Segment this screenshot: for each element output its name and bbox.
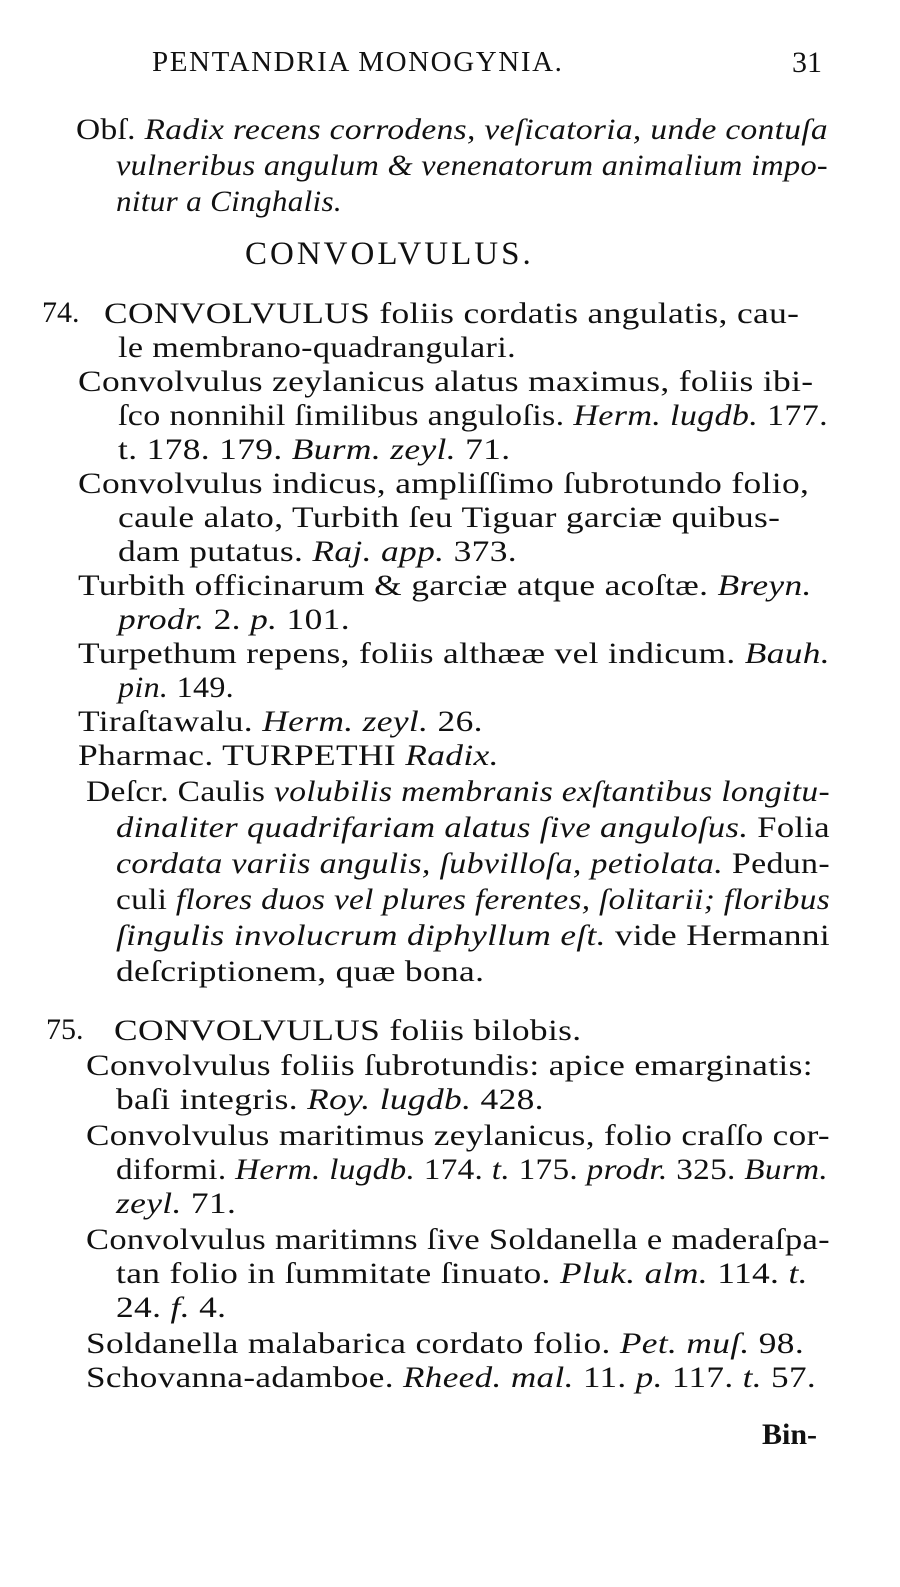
roman-text: 114. (708, 1257, 789, 1290)
text-line (86, 774, 830, 810)
roman-text: 26. (428, 705, 483, 738)
roman-text: 71. (181, 1187, 237, 1220)
roman-text: 149. (168, 671, 234, 704)
italic-text: Herm. zeyl. (262, 705, 429, 738)
text-line (86, 1118, 830, 1154)
italic-text: cordata variis angulis, ſubvilloſa, petiolata. (116, 847, 724, 880)
text-line (116, 882, 830, 918)
italic-text: Burm. zeyl. (291, 433, 456, 466)
roman-text: Turpethum repens, foliis althææ vel indicum. (78, 637, 745, 670)
text-line (114, 1013, 582, 1049)
text-line (116, 810, 830, 846)
roman-text: Pedun- (723, 847, 830, 880)
roman-text: 4. (189, 1291, 227, 1324)
italic-text: t. (788, 1257, 808, 1290)
italic-text: prodr. (586, 1153, 668, 1186)
italic-text: flores duos vel plures ferentes, ſolitarii; floribus (175, 883, 830, 916)
roman-text: Convolvulus maritimns ſive Soldanella e maderaſpa- (86, 1223, 830, 1256)
italic-text: p. (250, 603, 278, 636)
italic-text: Radix. (405, 739, 499, 772)
text-line (86, 1360, 816, 1396)
italic-text: volubilis membranis exſtantibus longitu- (274, 775, 831, 808)
roman-text: 428. (471, 1083, 544, 1116)
text-line (104, 296, 799, 332)
italic-text: ſingulis involucrum diphyllum eſt. (116, 919, 606, 952)
roman-text: vide Hermanni (605, 919, 830, 952)
species-number-74: 74. (42, 296, 80, 329)
italic-text: Breyn. (717, 569, 812, 602)
text-line (116, 184, 342, 220)
running-header: PENTANDRIA MONOGYNIA. (152, 46, 564, 78)
text-line (86, 1048, 813, 1084)
text-line (116, 1256, 808, 1292)
roman-text: Folia (748, 811, 830, 844)
roman-text: Obſ. (76, 113, 145, 146)
text-line (76, 112, 828, 148)
roman-text: Convolvulus foliis ſubrotundis: apice emarginatis: (86, 1049, 813, 1082)
roman-text: Convolvulus indicus, ampliſſimo ſubrotundo folio, (78, 467, 810, 500)
text-line (118, 398, 828, 434)
italic-text: Pluk. alm. (559, 1257, 709, 1290)
text-line (118, 534, 517, 570)
text-line (116, 148, 828, 184)
italic-text: prodr. (118, 603, 205, 636)
text-line (118, 602, 350, 638)
text-line (118, 670, 234, 706)
roman-text: baſi integris. (116, 1083, 308, 1116)
italic-text: nitur a Cinghalis. (116, 185, 342, 218)
roman-text: diformi. (116, 1153, 236, 1186)
roman-text: 175. (509, 1153, 587, 1186)
text-line (86, 1222, 830, 1258)
roman-text: 117. (662, 1361, 743, 1394)
text-line (116, 1290, 226, 1326)
text-line (78, 568, 812, 604)
page-number: 31 (792, 46, 822, 79)
italic-text: pin. (118, 671, 169, 704)
roman-text: Convolvulus zeylanicus alatus maximus, foliis ibi- (78, 365, 814, 398)
roman-text: CONVOLVULUS foliis cordatis angulatis, cau- (104, 297, 800, 330)
text-line (78, 466, 809, 502)
text-line (116, 918, 830, 954)
roman-text: 325. (667, 1153, 745, 1186)
roman-text: Turbith officinarum & garciæ atque acoſtæ. (78, 569, 718, 602)
text-line (116, 1152, 828, 1188)
italic-text: f. (170, 1291, 190, 1324)
roman-text: dam putatus. (118, 535, 313, 568)
text-line (78, 704, 483, 740)
roman-text: ſco nonnihil ſimilibus anguloſis. (118, 399, 574, 432)
text-line (118, 330, 516, 366)
roman-text: 57. (761, 1361, 816, 1394)
text-line (78, 636, 830, 672)
roman-text: 98. (749, 1327, 804, 1360)
roman-text: CONVOLVULUS foliis bilobis. (114, 1014, 582, 1047)
roman-text: t. 178. 179. (118, 433, 292, 466)
section-title: CONVOLVULUS. (245, 236, 534, 272)
italic-text: dinaliter quadrifariam alatus ſive anguloſus. (116, 811, 749, 844)
roman-text: tan folio in ſummitate ſinuato. (116, 1257, 560, 1290)
italic-text: Roy. lugdb. (307, 1083, 472, 1116)
text-line (86, 1326, 804, 1362)
italic-text: Herm. lugdb. (235, 1153, 416, 1186)
text-line (116, 1186, 236, 1222)
roman-text: 101. (277, 603, 350, 636)
text-line (118, 432, 510, 468)
text-line (78, 738, 499, 774)
roman-text: deſcriptionem, quæ bona. (116, 955, 485, 988)
roman-text: Convolvulus maritimus zeylanicus, folio craſſo cor- (86, 1119, 831, 1152)
roman-text: 11. (573, 1361, 636, 1394)
roman-text: 174. (415, 1153, 492, 1186)
italic-text: Pet. muſ. (619, 1327, 750, 1360)
roman-text: 2. (204, 603, 251, 636)
italic-text: Rheed. mal. (402, 1361, 574, 1394)
roman-text: Pharmac. TURPETHI (78, 739, 406, 772)
roman-text: Deſcr. Caulis (86, 775, 275, 808)
italic-text: p. (635, 1361, 663, 1394)
italic-text: t. (742, 1361, 762, 1394)
roman-text: Schovanna-adamboe. (86, 1361, 403, 1394)
roman-text: 177. (758, 399, 828, 432)
roman-text: 71. (455, 433, 511, 466)
roman-text: Tiraſtawalu. (78, 705, 263, 738)
roman-text: le membrano-quadrangulari. (118, 331, 516, 364)
species-number-75: 75. (46, 1013, 84, 1046)
italic-text: Burm. (744, 1153, 828, 1186)
italic-text: zeyl. (116, 1187, 182, 1220)
roman-text: Soldanella malabarica cordato folio. (86, 1327, 620, 1360)
italic-text: vulneribus angulum & venenatorum animalium impo- (116, 149, 828, 182)
italic-text: Herm. lugdb. (573, 399, 759, 432)
text-line (78, 364, 813, 400)
text-line (116, 846, 830, 882)
catchword: Bin- (762, 1418, 818, 1451)
roman-text: 24. (116, 1291, 171, 1324)
roman-text: 373. (444, 535, 517, 568)
italic-text: Bauh. (744, 637, 830, 670)
roman-text: culi (116, 883, 176, 916)
italic-text: Radix recens corrodens, veſicatoria, unde contuſa (144, 113, 828, 146)
roman-text: caule alato, Turbith ſeu Tiguar garciæ quibus- (118, 501, 781, 534)
text-line (116, 1082, 544, 1118)
italic-text: Raj. app. (312, 535, 445, 568)
text-line (116, 954, 484, 990)
italic-text: t. (491, 1153, 510, 1186)
text-line (118, 500, 780, 536)
